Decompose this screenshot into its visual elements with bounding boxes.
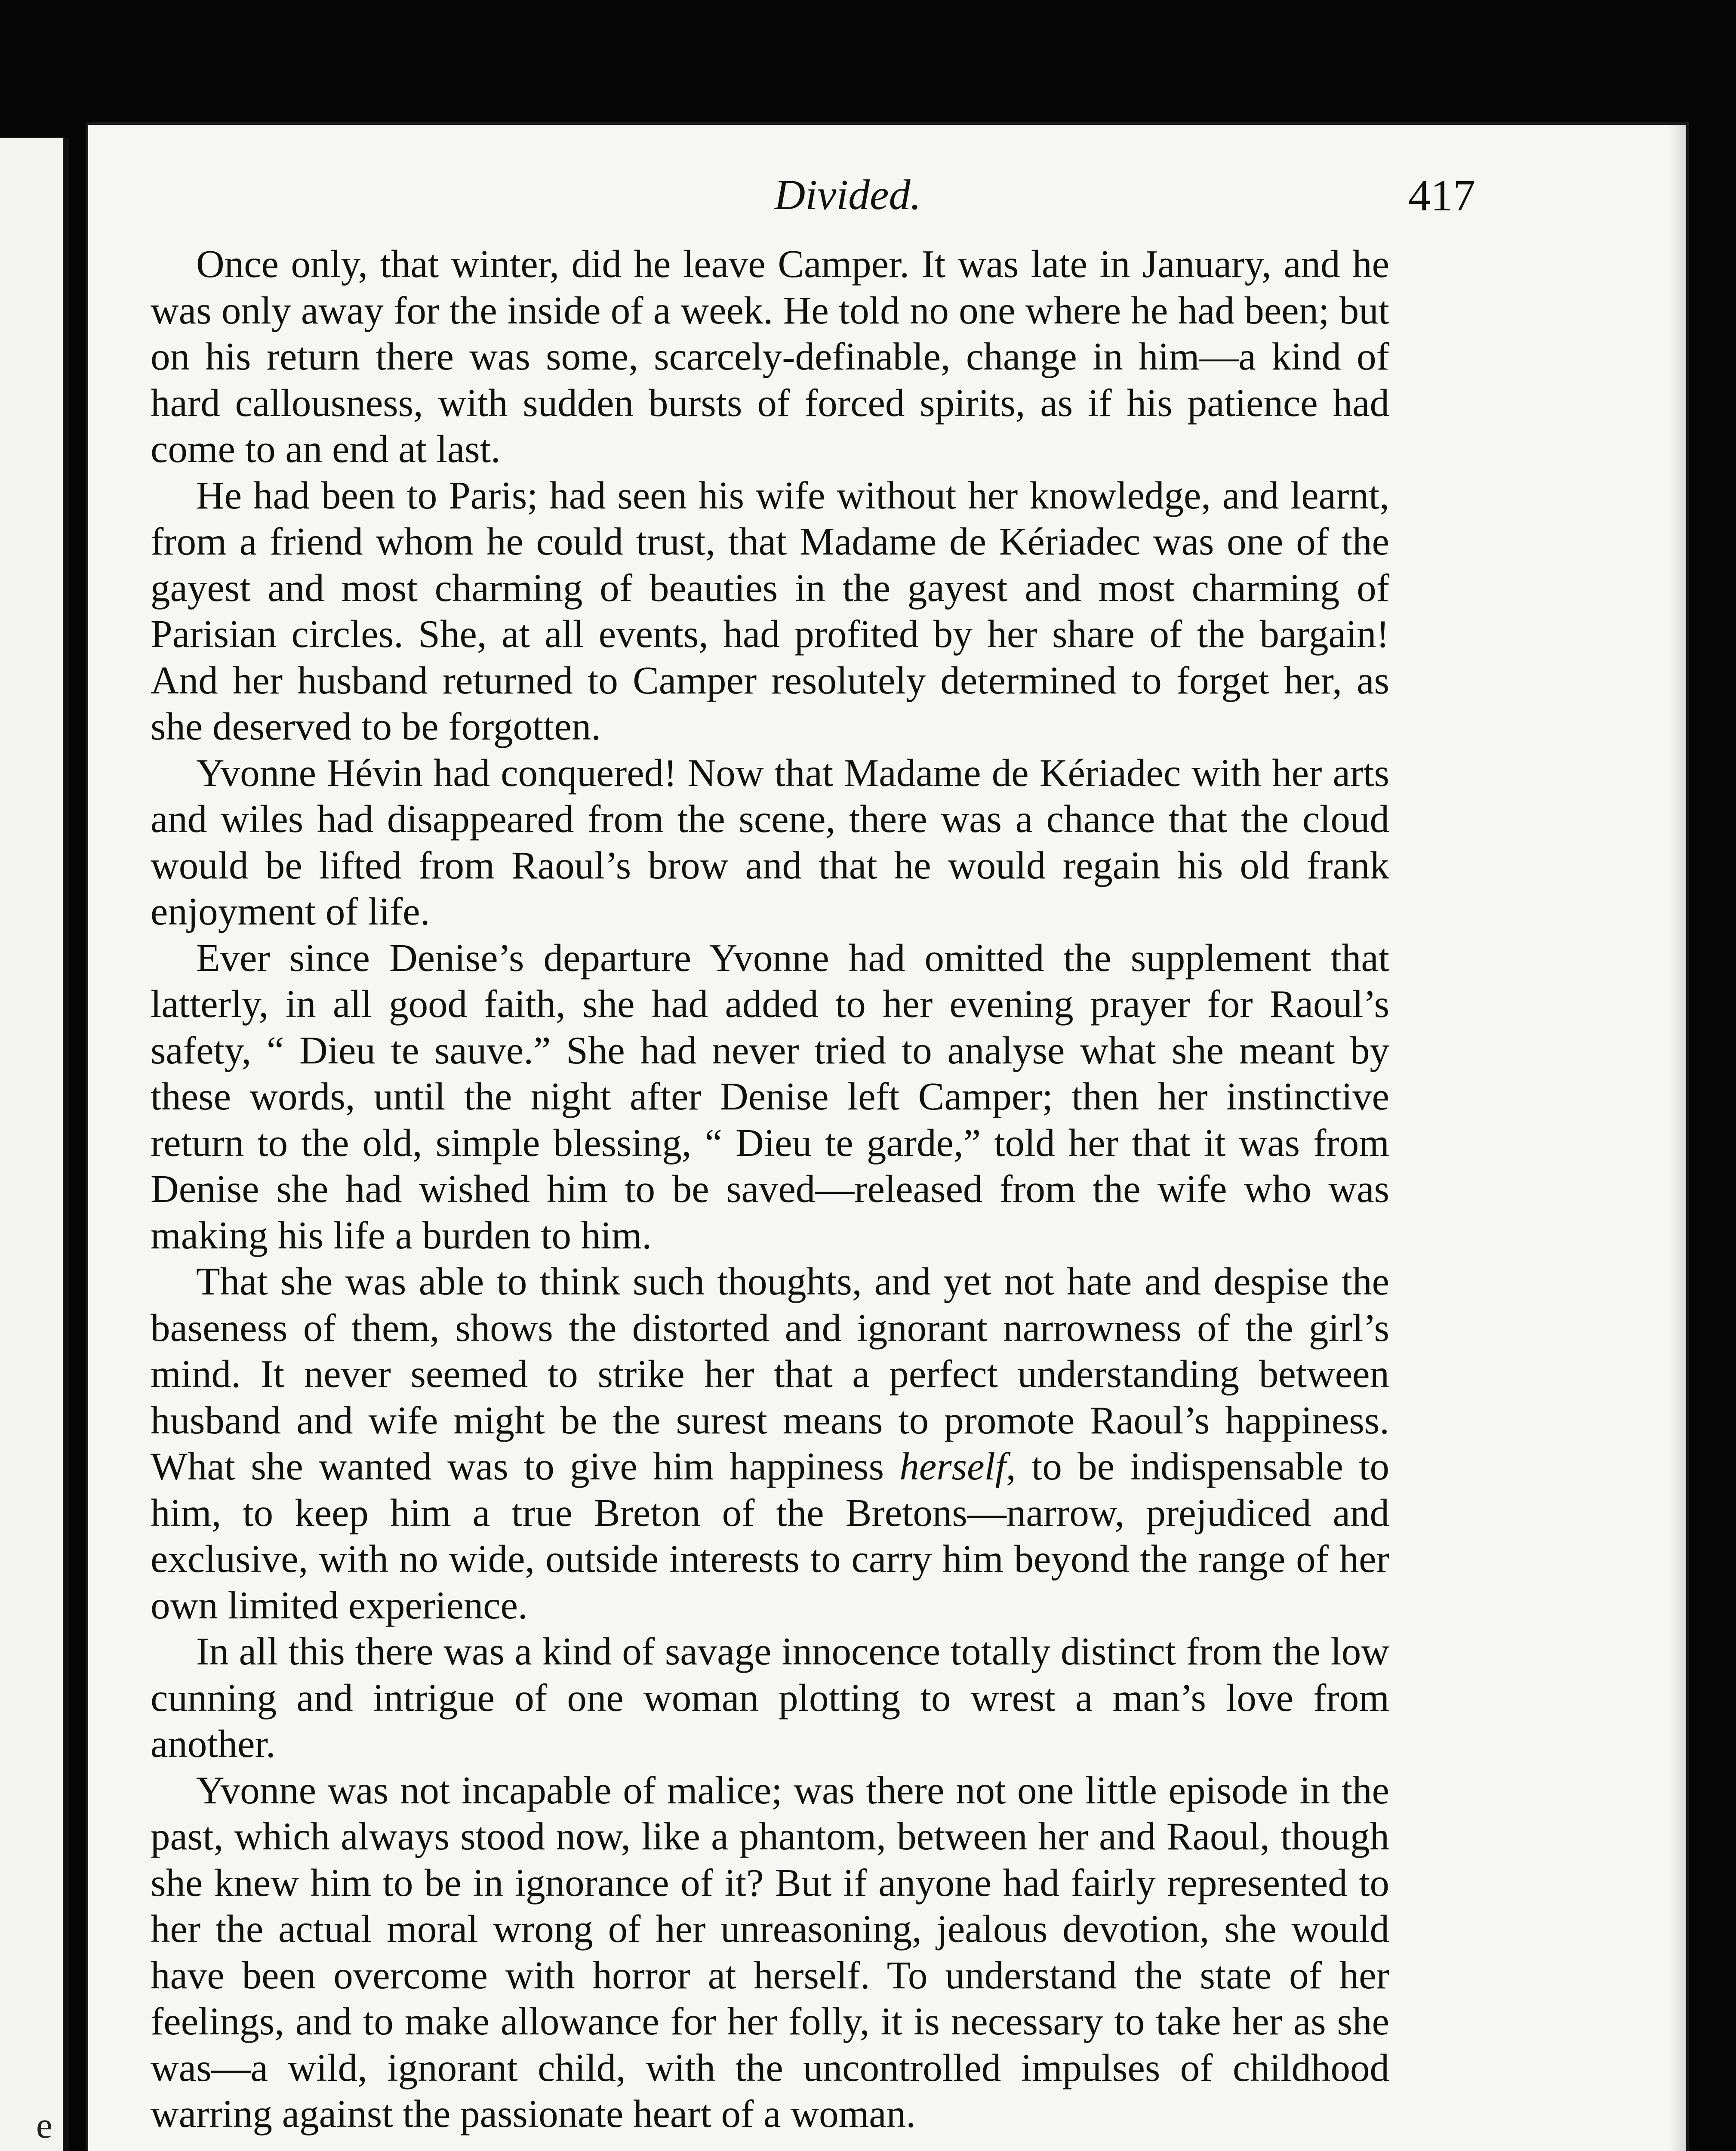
paragraph-5-after: , to be indispensable to him, to keep him a true Breton of the Bretons—narrow, prejudiced and exclusive, with no wide, outside interests to carry him beyond the range of her own limited experience. xyxy=(151,1445,1389,1627)
paragraph-6: In all this there was a kind of savage innocence totally distinct from the low cunning and intrigue of one woman plotting to wrest a man’s love from another. xyxy=(151,1630,1389,1766)
paragraph-5-before: That she was able to think such thoughts, and yet not hate and despise the baseness of them, shows the distorted and ignorant narrowness of the girl’s mind. It never seemed to strike her that a perfect understanding between husband and wife might be the surest means to promote Raoul’s happiness. What she wanted was to give him happiness xyxy=(151,1260,1389,1488)
page-number: 417 xyxy=(1408,171,1475,220)
left-page-edge xyxy=(0,138,69,2151)
paragraph-5 xyxy=(151,1258,1389,1628)
paragraph-3: Yvonne Hévin had conquered! Now that Madame de Kériadec with her arts and wiles had disappeared from the scene, there was a chance that the cloud would be lifted from Raoul’s brow and that he would regain his old frank enjoyment of life. xyxy=(151,751,1389,933)
left-page-fragments xyxy=(0,138,63,2151)
page-edge-shadow xyxy=(1669,125,1686,2151)
page-header xyxy=(151,153,1475,226)
running-title: Divided. xyxy=(774,171,921,219)
paragraph-7: Yvonne was not incapable of malice; was there not one little episode in the past, which always stood now, like a phantom, between her and Raoul, though she knew him to be in ignorance of it? But if anyone had fairly represented to her the actual moral wrong of her unreasoning, jealous devotion, she would have been overcome with horror at herself. To understand the state of her feelings, and to make allowance for her folly, it is necessary to take her as she was—a wild, ignorant child, with the uncontrolled impulses of childhood warring against the passionate heart of a woman. xyxy=(151,1768,1389,2136)
emphasis-herself: herself xyxy=(899,1445,1007,1488)
paragraph-2: He had been to Paris; had seen his wife without her knowledge, and learnt, from a friend whom he could trust, that Madame de Kériadec was one of the gayest and most charming of beauties in the gayest and most charming of Parisian circles. She, at all events, had profited by her share of the bargain! And her husband returned to Camper resolutely determined to forget her, as she deserved to be forgotten. xyxy=(151,473,1389,748)
left-page-fragment: e xyxy=(36,2105,52,2146)
paragraph-4: Ever since Denise’s departure Yvonne had omitted the supplement that latterly, in all good faith, she had added to her evening prayer for Raoul’s safety, “ Dieu te sauve.” She had never tried to analyse what she meant by these words, until the night after Denise left Camper; then her instinctive return to the old, simple blessing, “ Dieu te garde,” told her that it was from Denise she had wished him to be saved—released from the wife who was making his life a burden to him. xyxy=(151,936,1389,1257)
paragraph-1: Once only, that winter, did he leave Camper. It was late in January, and he was only away for the inside of a week. He told no one where he had been; but on his return there was some, scarcely-definable, change in him—a kind of hard callousness, with sudden bursts of forced spirits, as if his patience had come to an end at last. xyxy=(151,242,1389,471)
body-text xyxy=(151,241,1389,2137)
